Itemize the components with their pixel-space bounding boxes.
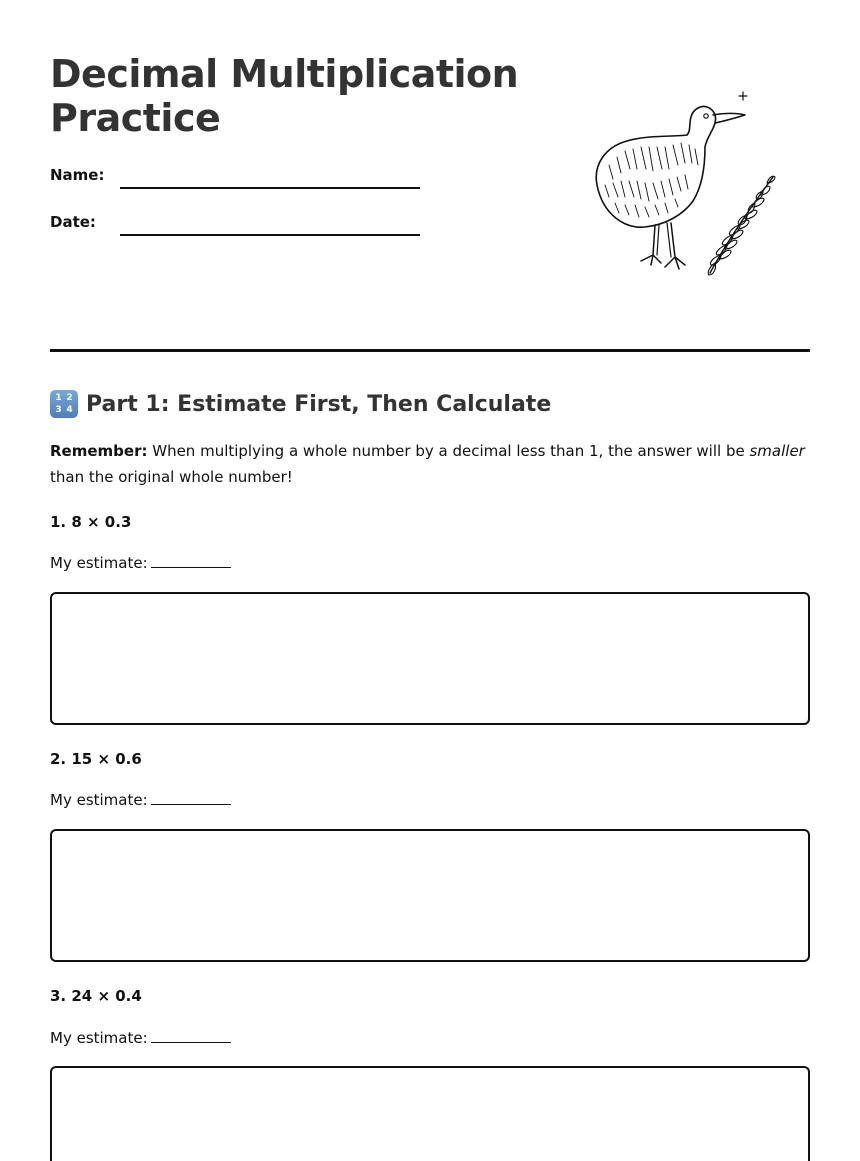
estimate-label: My estimate:: [50, 554, 148, 572]
problem-1-estimate: [50, 554, 231, 572]
input-numbers-icon: 1 2 3 4: [50, 390, 78, 418]
date-label: Date:: [50, 213, 96, 231]
estimate-blank[interactable]: [151, 554, 231, 568]
estimate-label: My estimate:: [50, 791, 148, 809]
remember-emphasis: smaller: [749, 442, 805, 460]
kiwi-bird-icon: [585, 85, 785, 285]
name-field[interactable]: [120, 187, 420, 189]
header-divider: [50, 349, 810, 352]
remember-text-1: When multiplying a whole number by a decimal less than 1, the answer will be: [147, 442, 750, 460]
remember-note: [50, 438, 812, 490]
name-label: Name:: [50, 166, 105, 184]
date-field[interactable]: [120, 234, 420, 236]
remember-label: Remember:: [50, 442, 148, 460]
problem-2-estimate: [50, 791, 231, 809]
estimate-blank[interactable]: [151, 791, 231, 805]
problem-2-work-box[interactable]: [50, 829, 810, 962]
part1-heading: [50, 388, 551, 420]
problem-3-work-box[interactable]: [50, 1066, 810, 1161]
estimate-blank[interactable]: [151, 1029, 231, 1043]
part1-title: Part 1: Estimate First, Then Calculate: [86, 391, 552, 417]
problem-2-label: 2. 15 × 0.6: [50, 750, 142, 768]
remember-text-2: than the original whole number!: [50, 468, 293, 486]
estimate-label: My estimate:: [50, 1029, 148, 1047]
problem-3-estimate: [50, 1029, 231, 1047]
problem-3-label: 3. 24 × 0.4: [50, 987, 142, 1005]
problem-1-work-box[interactable]: [50, 592, 810, 725]
problem-1-label: 1. 8 × 0.3: [50, 513, 132, 531]
worksheet-title: Decimal Multiplication Practice: [50, 52, 519, 140]
